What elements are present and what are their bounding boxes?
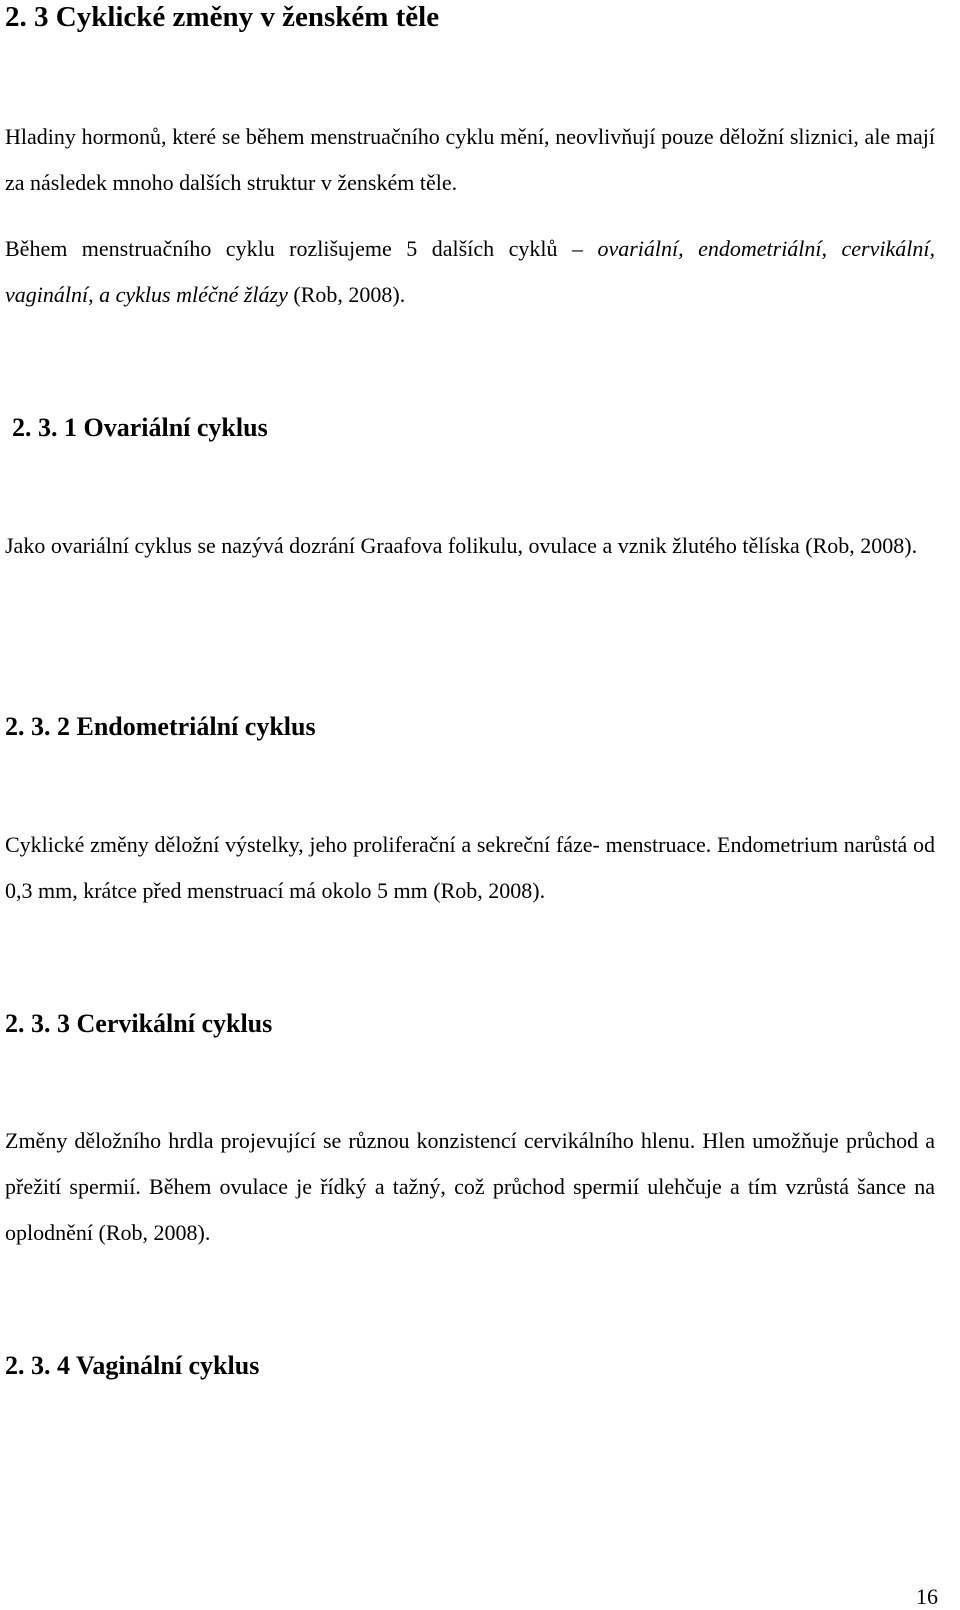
section-heading-cervical: 2. 3. 3 Cervikální cyklus [5, 1009, 273, 1038]
intro-paragraph-2 [5, 226, 935, 318]
section-text-ovarian: Jako ovariální cyklus se nazývá dozrání Graafova folikulu, ovulace a vznik žlutého tělíska (Rob, 2008). [5, 533, 918, 558]
section-heading-endometrial: 2. 3. 2 Endometriální cyklus [5, 712, 316, 741]
section-text-cervical: Změny děložního hrdla projevující se různou konzistencí cervikálního hlenu. Hlen umožňuje průchod a přežití spermií. Během ovulace je řídký a tažný, což průchod spermií ulehčuje a tím vzrůstá šance na oplodnění (Rob, 2008). [5, 1128, 935, 1245]
section-text-endometrial: Cyklické změny děložní výstelky, jeho proliferační a sekreční fáze- menstruace. Endometrium narůstá od 0,3 mm, krátce před menstruací má okolo 5 mm (Rob, 2008). [5, 832, 935, 903]
section-heading-ovarian: 2. 3. 1 Ovariální cyklus [12, 413, 268, 442]
intro-paragraph-2-end: (Rob, 2008). [287, 282, 406, 307]
chapter-title: 2. 3 Cyklické změny v ženském těle [5, 1, 440, 33]
intro-paragraph-2-start: Během menstruačního cyklu rozlišujeme 5 dalších cyklů – [5, 236, 598, 261]
intro-paragraph-2-italic: ovariální, endometriální, cervikální, vaginální, a cyklus mléčné žlázy [5, 236, 935, 307]
page-number: 16 [916, 1584, 938, 1609]
intro-paragraph-1: Hladiny hormonů, které se během menstruačního cyklu mění, neovlivňují pouze děložní sliznici, ale mají za následek mnoho dalších struktur v ženském těle. [5, 124, 935, 195]
section-heading-vaginal: 2. 3. 4 Vaginální cyklus [5, 1351, 260, 1380]
